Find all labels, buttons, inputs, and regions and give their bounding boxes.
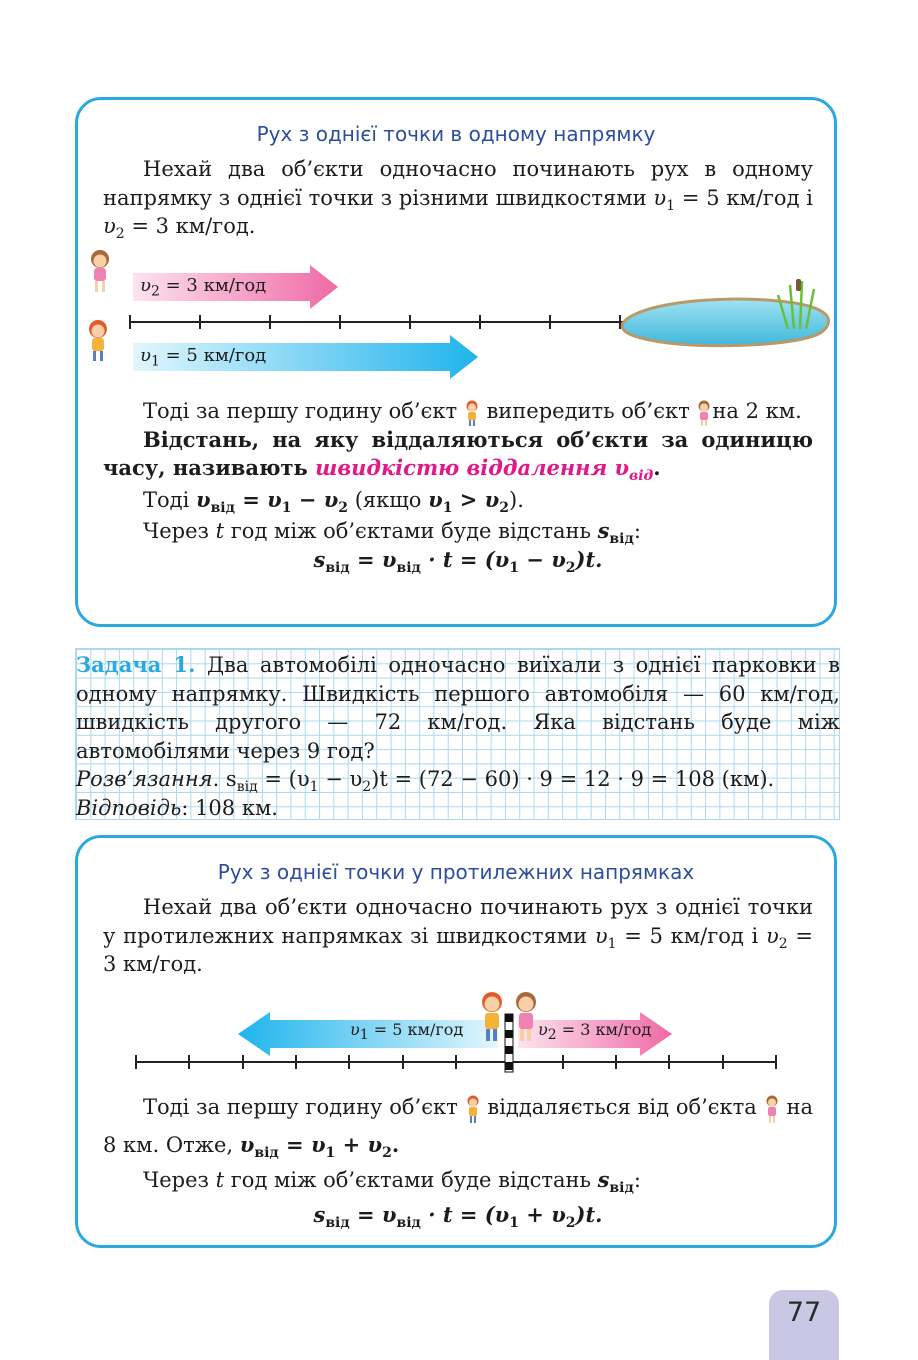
page-number: 77 bbox=[769, 1290, 839, 1360]
distance-paragraphs bbox=[103, 1166, 813, 1229]
answer-line: Відповідь: 108 км. bbox=[76, 795, 278, 820]
task-text: Задача 1. Два автомобілі одночасно виїхали з однієї парковки в одному напрямку. Швидкість першого автомобіля — 60 км/год, швидкість другого — 72 км/год. Яка відстань буде між автомобілями через 9 год? Розв’язання. $s_{від} = (\upsilon_1 - \upsilon_2)t = (72 - 60) \cdot 9 = 12 \cdot 9 = 108$ (км). Відповідь: 108 км. bbox=[76, 651, 840, 822]
arrow-label-v1: $\upsilon_1 = 5$ км/год bbox=[140, 345, 267, 370]
arrow-label-v1: $\upsilon_1 = 5$ км/год bbox=[350, 1020, 464, 1044]
girl-icon bbox=[696, 400, 712, 426]
intro-paragraph: Нехай два об’єкти одночасно починають рух в одному напрямку з однієї точки з різними швидкостями $\upsilon_1 = 5$ км/год і $\upsilon_2 = 3$ км/год. bbox=[103, 157, 814, 243]
box-title: Рух з однієї точки в одному напрямку bbox=[256, 122, 656, 146]
intro-paragraph: Нехай два об’єкти одночасно починають рух з однієї точки у протилежних напрямках зі швидкостями $\upsilon_1 = 5$ км/год і $\upsilon_2 = 3$ км/год. bbox=[103, 895, 813, 976]
girl-icon bbox=[91, 250, 109, 292]
definition-paragraph: Відстань, на яку віддаляються об’єкти за одиницю часу, називають швидкістю віддалення $\upsilon_{від}$. bbox=[103, 426, 813, 485]
formula-line: Тоді $\upsilon_{від} = \upsilon_1 - \upsilon_2$ (якщо $\upsilon_1 > \upsilon_2$). bbox=[143, 486, 524, 516]
explanation-paragraphs bbox=[103, 1088, 813, 1164]
lake-image bbox=[622, 279, 828, 346]
task-block bbox=[75, 648, 840, 820]
distance-line: Через t год між об’єктами буде відстань $s_{від}$: bbox=[143, 1167, 641, 1197]
info-box-same-direction bbox=[75, 97, 837, 627]
first-hour-paragraph: Тоді за першу годину об’єкт випередить об’єкт на 2 км. bbox=[103, 397, 813, 426]
start-marker bbox=[505, 1014, 513, 1072]
distance-line: Через t год між об’єктами буде відстань $s_{від}$: bbox=[143, 518, 641, 548]
girl-icon bbox=[764, 1095, 780, 1123]
solution-line: Розв’язання. $s_{від} = (\upsilon_1 - \upsilon_2)t = (72 - 60) \cdot 9 = 12 \cdot 9 = 108$ (км). bbox=[76, 767, 775, 796]
boy-icon bbox=[465, 1095, 481, 1123]
boy-icon bbox=[89, 320, 107, 361]
arrow-label-v2: $\upsilon_2 = 3$ км/год bbox=[538, 1020, 652, 1044]
final-formula: $s_{від} = \upsilon_{від} \cdot t = (\upsilon_1 + \upsilon_2)t$. bbox=[313, 1201, 603, 1231]
box-title: Рух з однієї точки у протилежних напрямках bbox=[217, 860, 695, 884]
first-hour-paragraph: Тоді за першу годину об’єкт віддаляється від об’єкта на 8 км. Отже, $\upsilon_{від} = \upsilon_1 + \upsilon_2$. bbox=[103, 1095, 813, 1162]
info-box-opposite-directions bbox=[75, 835, 837, 1248]
boy-icon bbox=[464, 400, 480, 426]
arrow-label-v2: $\upsilon_2 = 3$ км/год bbox=[140, 275, 267, 300]
task-title: Задача 1. bbox=[76, 652, 196, 677]
explanation-paragraphs bbox=[103, 397, 813, 574]
final-formula: $s_{від} = \upsilon_{від} \cdot t = (\upsilon_1 - \upsilon_2)t$. bbox=[313, 546, 603, 576]
